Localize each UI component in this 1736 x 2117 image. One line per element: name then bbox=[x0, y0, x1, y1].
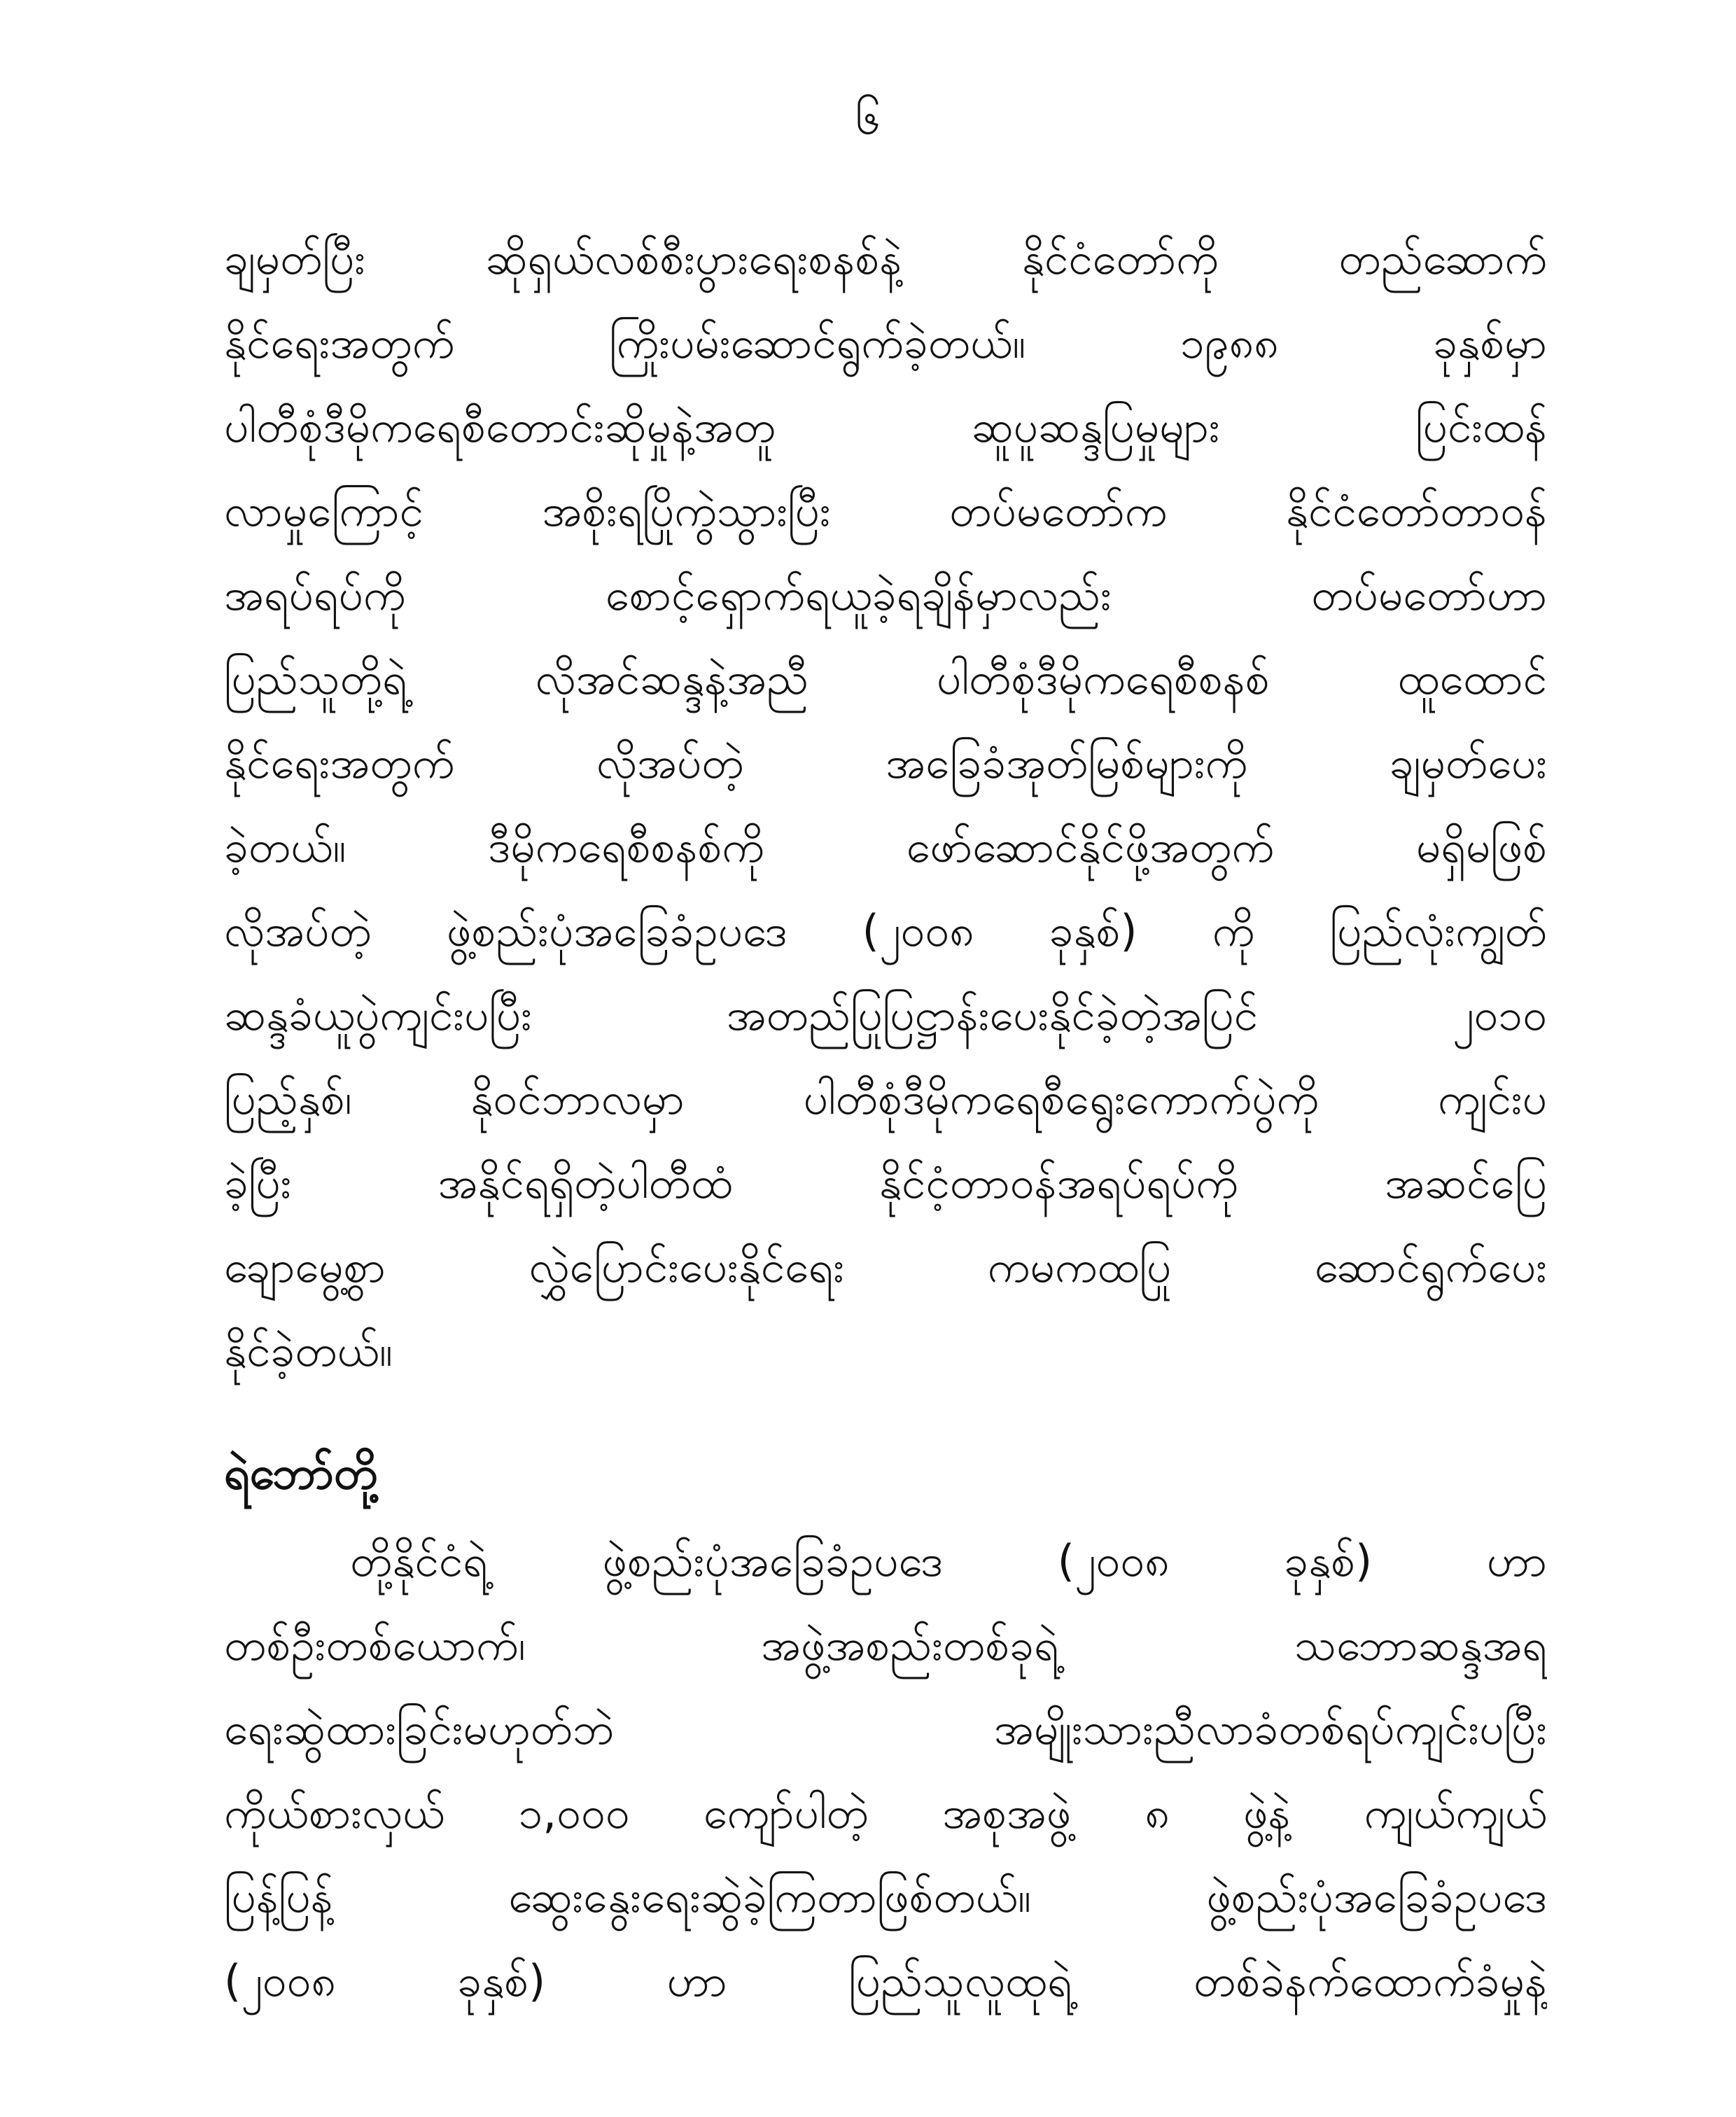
text-line: တို့နိုင်ငံရဲ့ ဖွဲ့စည်းပုံအခြေခံဥပဒေ (၂၀၀၈ ခုနှစ်) ဟာ bbox=[350, 1535, 1547, 1586]
text-line: တစ်ဦးတစ်ယောက်၊ အဖွဲ့အစည်းတစ်ခုရဲ့ သဘောဆန္ဒအရ bbox=[224, 1619, 1547, 1670]
page-number: ၆ bbox=[855, 93, 881, 145]
paragraph-1 bbox=[224, 217, 1547, 1393]
paragraph-2 bbox=[224, 1519, 1547, 2023]
text-line: ခဲ့ပြီး အနိုင်ရရှိတဲ့ပါတီထံ နိုင်ငံ့တာဝန်အရပ်ရပ်ကို အဆင်ပြေ bbox=[224, 1157, 1547, 1208]
text-line: ချောမွေ့စွာ လွှဲပြောင်းပေးနိုင်ရေး ကမကထပြု ဆောင်ရွက်ပေး bbox=[224, 1241, 1547, 1292]
text-line: နိုင်ရေးအတွက် လိုအပ်တဲ့ အခြေခံအုတ်မြစ်များကို ချမှတ်ပေး bbox=[224, 737, 1547, 788]
text-line: လာမှုကြောင့် အစိုးရပြိုကွဲသွားပြီး တပ်မတော်က နိုင်ငံတော်တာဝန် bbox=[224, 485, 1547, 536]
text-line: ဆန္ဒခံယူပွဲကျင်းပပြီး အတည်ပြုပြဋ္ဌာန်းပေးနိုင်ခဲ့တဲ့အပြင် ၂၀၁၀ bbox=[224, 989, 1547, 1040]
section-heading: ရဲဘော်တို့ bbox=[224, 1448, 378, 1500]
text-line: နိုင်ရေးအတွက် ကြိုးပမ်းဆောင်ရွက်ခဲ့တယ်။ ၁၉၈၈ ခုနှစ်မှာ bbox=[224, 317, 1547, 368]
text-line: (၂၀၀၈ ခုနှစ်) ဟာ ပြည်သူလူထုရဲ့ တစ်ခဲနက်ထောက်ခံမှုနဲ့ bbox=[224, 1955, 1547, 2006]
text-line: ချမှတ်ပြီး ဆိုရှယ်လစ်စီးပွားရေးစနစ်နဲ့ နိုင်ငံတော်ကို တည်ဆောက် bbox=[224, 233, 1547, 284]
text-line: ပြည့်နှစ်၊ နိုဝင်ဘာလမှာ ပါတီစုံဒီမိုကရေစီရွေးကောက်ပွဲကို ကျင်းပ bbox=[224, 1073, 1547, 1124]
text-line: အရပ်ရပ်ကို စောင့်ရှောက်ရယူခဲ့ရချိန်မှာလည်း တပ်မတော်ဟာ bbox=[224, 569, 1547, 620]
text-line: ပြန့်ပြန့် ဆွေးနွေးရေးဆွဲခဲ့ကြတာဖြစ်တယ်။ ဖွဲ့စည်းပုံအခြေခံဥပဒေ bbox=[224, 1871, 1547, 1922]
text-line: ရေးဆွဲထားခြင်းမဟုတ်ဘဲ အမျိုးသားညီလာခံတစ်ရပ်ကျင်းပပြီး bbox=[224, 1703, 1547, 1754]
text-line: ခဲ့တယ်။ ဒီမိုကရေစီစနစ်ကို ဖော်ဆောင်နိုင်ဖို့အတွက် မရှိမဖြစ် bbox=[224, 821, 1547, 872]
text-line: ပါတီစုံဒီမိုကရေစီတောင်းဆိုမှုနဲ့အတူ ဆူပူဆန္ဒပြမှုများ ပြင်းထန် bbox=[224, 401, 1547, 452]
text-line: လိုအပ်တဲ့ ဖွဲ့စည်းပုံအခြေခံဥပဒေ (၂၀၀၈ ခုနှစ်) ကို ပြည်လုံးကျွတ် bbox=[224, 905, 1547, 956]
text-line: ပြည်သူတို့ရဲ့ လိုအင်ဆန္ဒနဲ့အညီ ပါတီစုံဒီမိုကရေစီစနစ် ထူထောင် bbox=[224, 653, 1547, 704]
text-line: နိုင်ခဲ့တယ်။ bbox=[224, 1325, 393, 1376]
text-line: ကိုယ်စားလှယ် ၁,၀၀၀ ကျော်ပါတဲ့ အစုအဖွဲ့ ၈ ဖွဲ့နဲ့ ကျယ်ကျယ် bbox=[224, 1787, 1547, 1838]
